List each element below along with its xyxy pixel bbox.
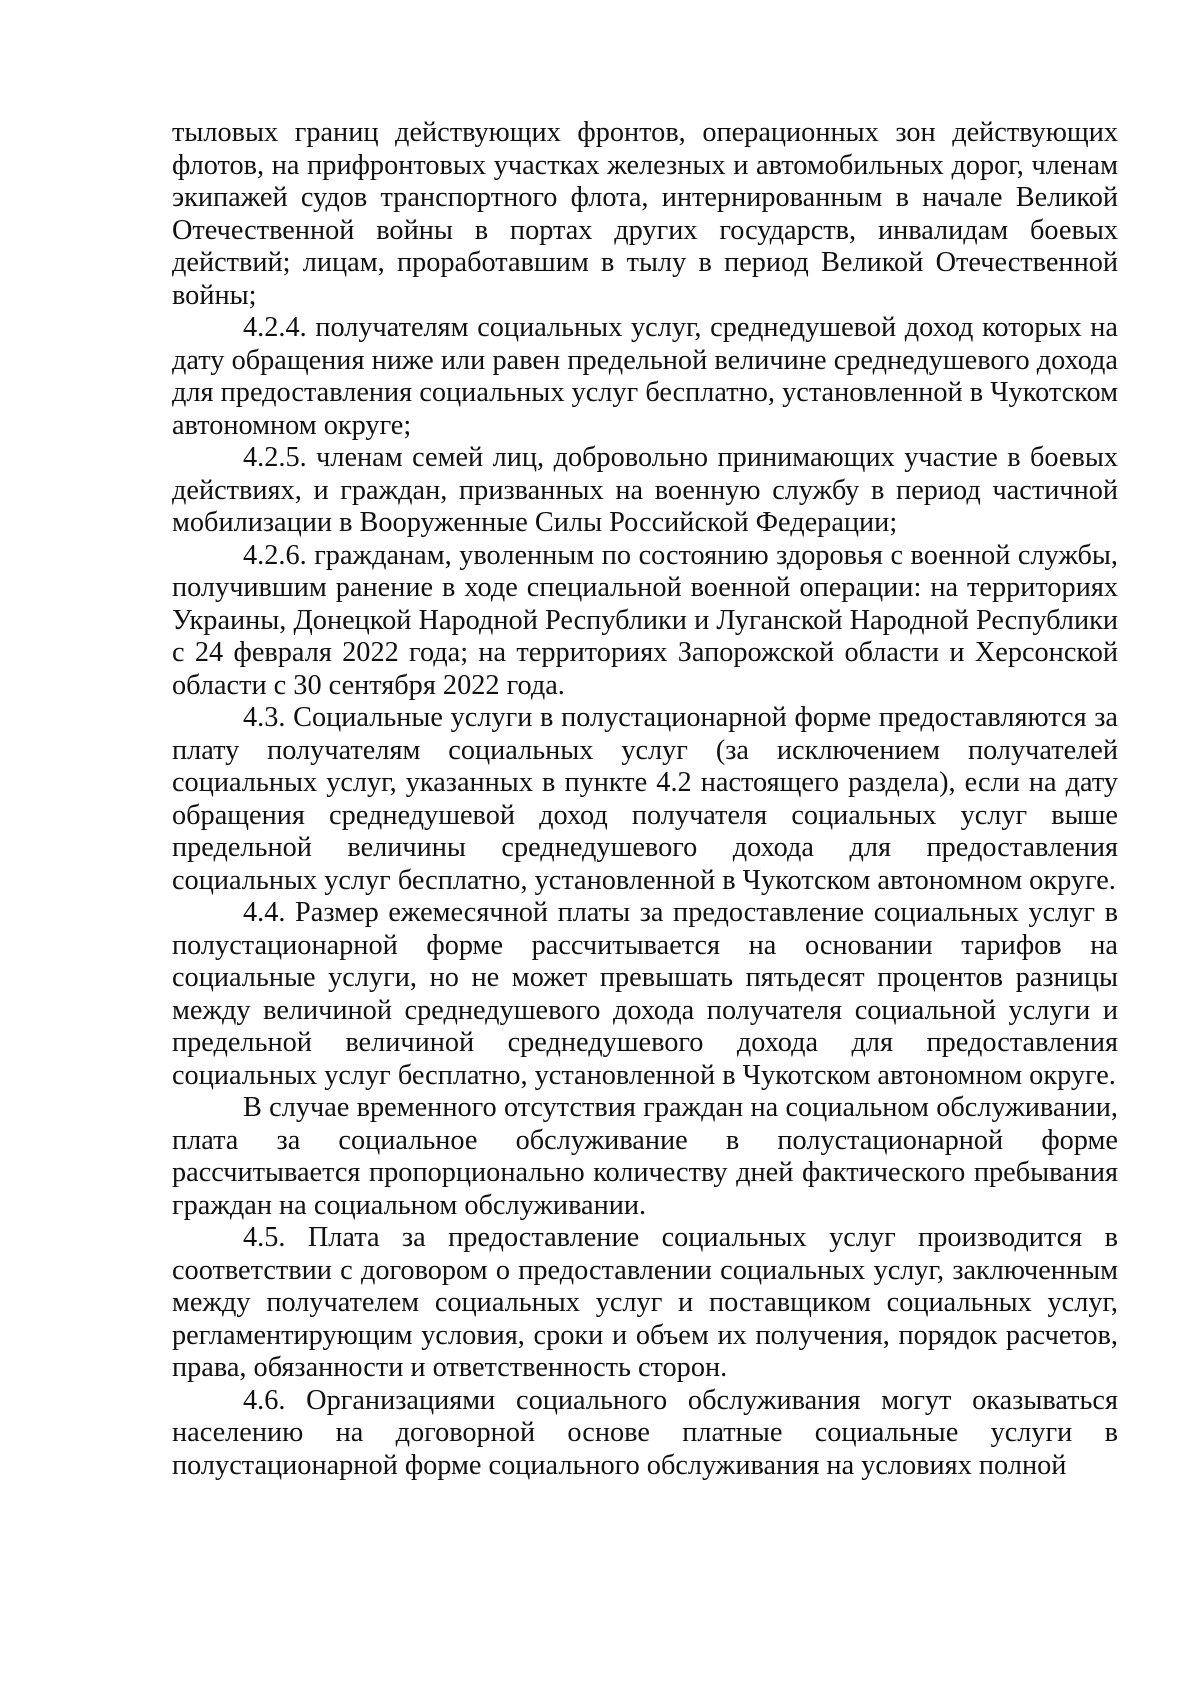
document-body (172, 117, 1118, 1482)
paragraph-4-6: 4.6. Организациями социального обслуживания могут оказываться населению на договорной основе платные социальные услуги в полустационарной форме социального обслуживания на условиях полной (172, 1384, 1118, 1481)
paragraph-continuation: тыловых границ действующих фронтов, операционных зон действующих флотов, на прифронтовых участках железных и автомобильных дорог, членам экипажей судов транспортного флота, интернированным в начале Великой Отечественной войны в портах других государств, инвалидам боевых действий; лицам, проработавшим в тылу в период Великой Отечественной войны; (172, 117, 1118, 311)
paragraph-4-2-5: 4.2.5. членам семей лиц, добровольно принимающих участие в боевых действиях, и граждан, призванных на военную службу в период частичной мобилизации в Вооруженные Силы Российской Федерации; (172, 442, 1118, 538)
paragraph-4-4: 4.4. Размер ежемесячной платы за предоставление социальных услуг в полустационарной форме рассчитывается на основании тарифов на социальные услуги, но не может превышать пятьдесят процентов разницы между величиной среднедушевого дохода получателя социальной услуги и предельной величиной среднедушевого дохода для предоставления социальных услуг бесплатно, установленной в Чукотском автономном округе. (172, 897, 1118, 1091)
paragraph-4-2-6: 4.2.6. гражданам, уволенным по состоянию здоровья с военной службы, получившим ранение в ходе специальной военной операции: на территориях Украины, Донецкой Народной Республики и Луганской Народной Республики с 24 февраля 2022 года; на территориях Запорожской области и Херсонской области с 30 сентября 2022 года. (172, 539, 1118, 701)
paragraph-4-2-4: 4.2.4. получателям социальных услуг, среднедушевой доход которых на дату обращения ниже или равен предельной величине среднедушевого дохода для предоставления социальных услуг бесплатно, установленной в Чукотском автономном округе; (172, 312, 1118, 441)
paragraph-4-3: 4.3. Социальные услуги в полустационарной форме предоставляются за плату получателям социальных услуг (за исключением получателей социальных услуг, указанных в пункте 4.2 настоящего раздела), если на дату обращения среднедушевой доход получателя социальных услуг выше предельной величины среднедушевого дохода для предоставления социальных услуг бесплатно, установленной в Чукотском автономном округе. (172, 702, 1118, 896)
paragraph-4-5: 4.5. Плата за предоставление социальных услуг производится в соответствии с договором о предоставлении социальных услуг, заключенным между получателем социальных услуг и поставщиком социальных услуг, регламентирующим условия, сроки и объем их получения, порядок расчетов, права, обязанности и ответственность сторон. (172, 1222, 1118, 1383)
paragraph-absence-fee: В случае временного отсутствия граждан на социальном обслуживании, плата за социальное обслуживание в полустационарной форме рассчитывается пропорционально количеству дней фактического пребывания граждан на социальном обслуживании. (172, 1092, 1118, 1221)
